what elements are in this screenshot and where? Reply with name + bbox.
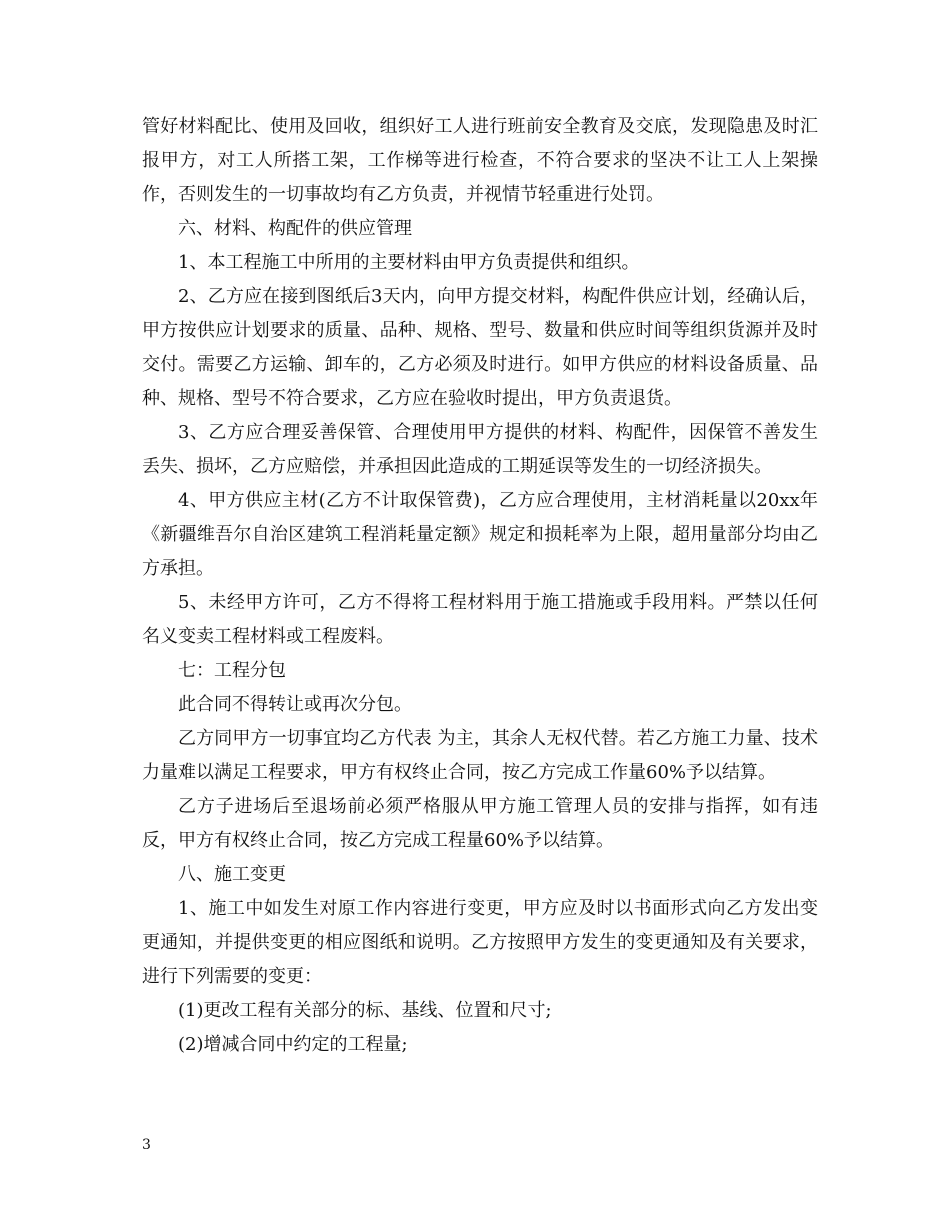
paragraph-subcontracting-rule: 此合同不得转让或再次分包。: [178, 694, 412, 715]
paragraph-change-option-2: (2)增减合同中约定的工程量;: [178, 1034, 408, 1055]
paragraph-materials-item-4: 4、甲方供应主材(乙方不计取保管费)，乙方应合理使用，主材消耗量以20xx年《新疆维吾尔自治区建筑工程消耗量定额》规定和损耗率为上限，超用量部分均由乙方承担。: [142, 490, 818, 579]
section-heading-subcontracting: 七：工程分包: [178, 660, 286, 681]
paragraph-materials-item-2: 2、乙方应在接到图纸后3天内，向甲方提交材料，构配件供应计划，经确认后，甲方按供应计划要求的质量、品种、规格、型号、数量和供应时间等组织货源并及时交付。需要乙方运输、卸车的，乙方必须及时进行。如甲方供应的材料设备质量、品种、规格、型号不符合要求，乙方应在验收时提出，甲方负责退货。: [142, 286, 818, 409]
document-body: [142, 110, 818, 1062]
paragraph-materials-item-3: 3、乙方应合理妥善保管、合理使用甲方提供的材料、构配件，因保管不善发生丢失、损坏，乙方应赔偿，并承担因此造成的工期延误等发生的一切经济损失。: [142, 422, 818, 477]
paragraph-representative-rule: 乙方同甲方一切事宜均乙方代表 为主，其余人无权代替。若乙方施工力量、技术力量难以满足工程要求，甲方有权终止合同，按乙方完成工作量60%予以结算。: [142, 728, 818, 783]
paragraph-change-option-1: (1)更改工程有关部分的标、基线、位置和尺寸;: [178, 1000, 552, 1021]
paragraph-materials-item-5: 5、未经甲方许可，乙方不得将工程材料用于施工措施或手段用料。严禁以任何名义变卖工程材料或工程废料。: [142, 592, 818, 647]
section-heading-construction-changes: 八、施工变更: [178, 864, 286, 885]
paragraph-changes-item-1: 1、施工中如发生对原工作内容进行变更，甲方应及时以书面形式向乙方发出变更通知，并提供变更的相应图纸和说明。乙方按照甲方发生的变更通知及有关要求，进行下列需要的变更：: [142, 898, 818, 987]
page-number: 3: [142, 1137, 151, 1153]
section-heading-materials-supply: 六、材料、构配件的供应管理: [178, 218, 412, 239]
paragraph-material-safety-continued: 管好材料配比、使用及回收，组织好工人进行班前安全教育及交底，发现隐患及时汇报甲方，对工人所搭工架，工作梯等进行检查，不符合要求的坚决不让工人上架操作，否则发生的一切事故均有乙方负责，并视情节轻重进行处罚。: [142, 116, 818, 205]
paragraph-materials-item-1: 1、本工程施工中所用的主要材料由甲方负责提供和组织。: [178, 252, 640, 273]
paragraph-site-management-rule: 乙方子进场后至退场前必须严格服从甲方施工管理人员的安排与指挥，如有违反，甲方有权终止合同，按乙方完成工程量60%予以结算。: [142, 796, 818, 851]
